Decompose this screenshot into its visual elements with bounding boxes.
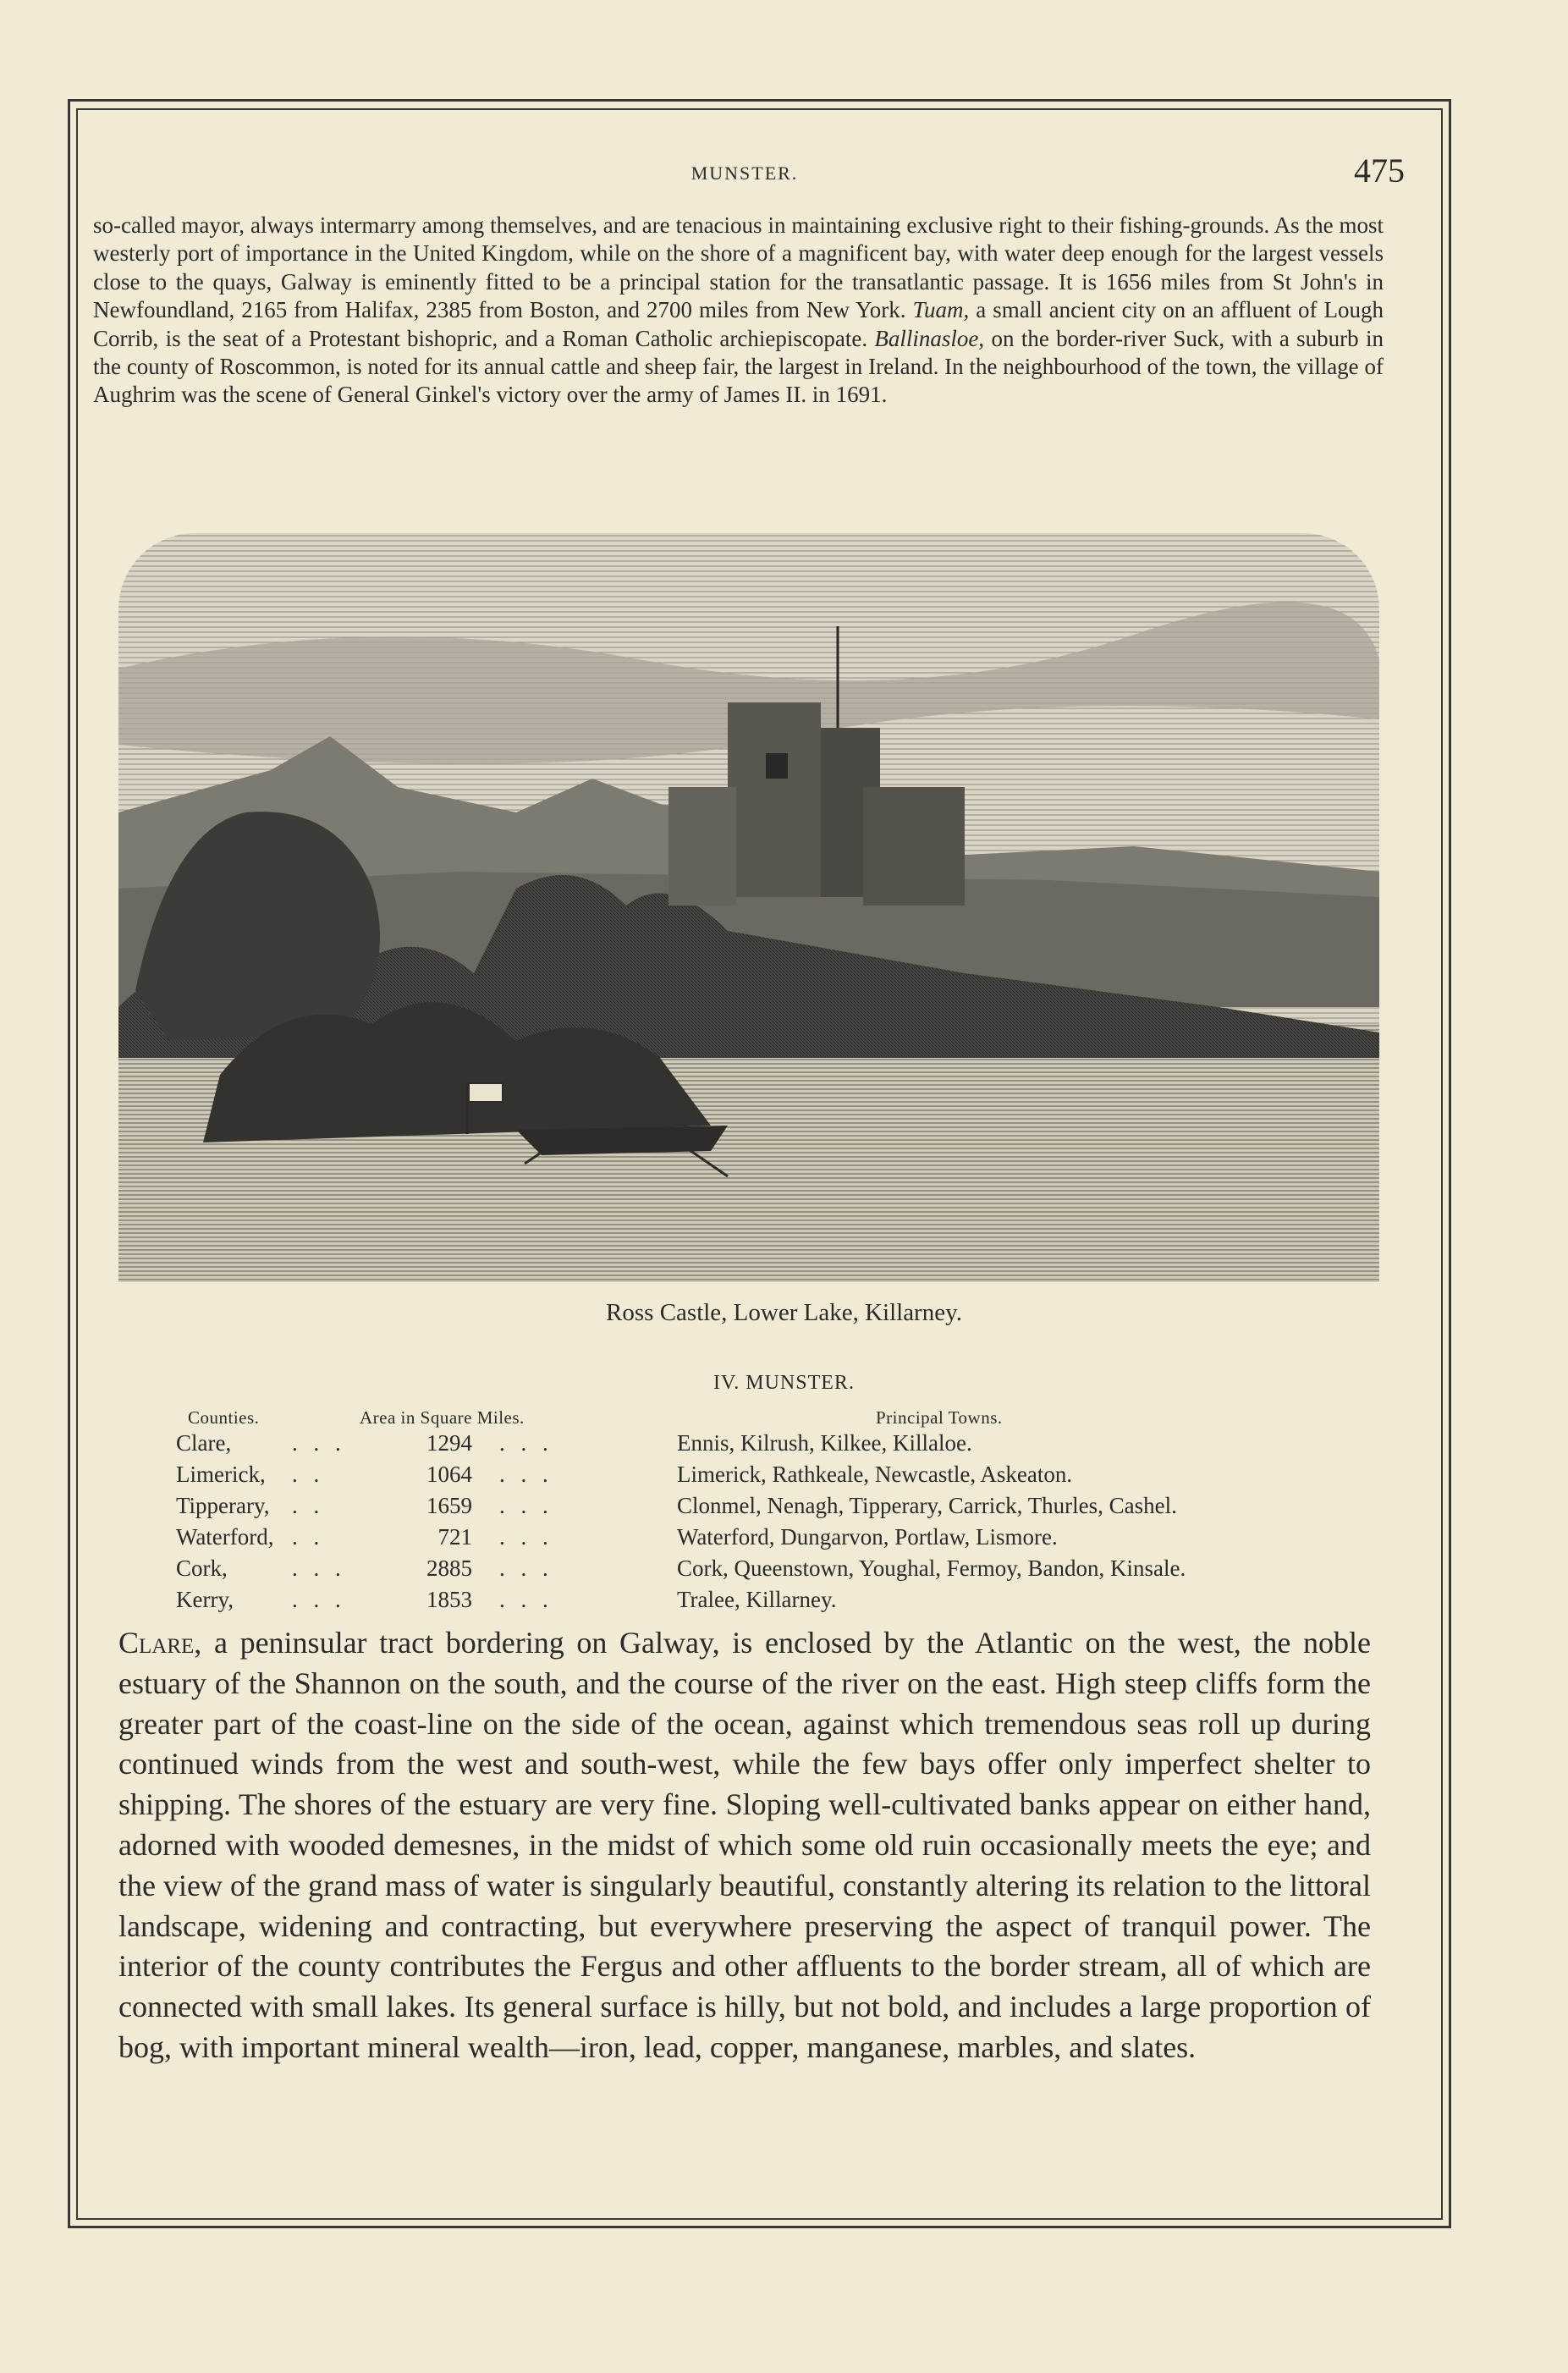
tuam-name: Tuam, — [912, 297, 970, 323]
table-row — [0, 1462, 1568, 1492]
lead-word: Clare, — [118, 1626, 202, 1660]
county-name: Kerry, — [176, 1587, 234, 1612]
frame-outer-left — [68, 99, 70, 2227]
table-row — [0, 1430, 1568, 1461]
frame-outer-bottom — [68, 2226, 1451, 2228]
frame-inner-right — [1441, 108, 1443, 2220]
intro-text-2: a small ancient city on an affluent of Lough Corrib, is the seat of a Protestant bishopric, and a Roman Catholic archiepiscopate. — [93, 297, 1384, 351]
intro-paragraph — [93, 212, 1384, 410]
illustration-caption: Ross Castle, Lower Lake, Killarney. — [606, 1299, 962, 1326]
leader-dots: . . . — [292, 1555, 346, 1581]
leader-dots: . . — [292, 1462, 325, 1487]
leader-dots: . . . — [499, 1493, 553, 1518]
leader-dots: . . . — [499, 1524, 553, 1550]
table-row — [0, 1524, 1568, 1555]
header-counties: Counties. — [188, 1407, 260, 1428]
area-value: 1853 — [426, 1587, 472, 1612]
table-row — [0, 1493, 1568, 1523]
principal-towns: Cork, Queenstown, Youghal, Fermoy, Bandon, Kinsale. — [677, 1555, 1186, 1581]
frame-inner-bottom — [76, 2218, 1443, 2220]
ballinasloe-name: Ballinasloe, — [874, 325, 985, 351]
table-row — [0, 1555, 1568, 1586]
leader-dots: . . . — [499, 1555, 553, 1581]
frame-outer-top — [68, 99, 1451, 102]
engraving-ross-castle — [118, 533, 1379, 1282]
leader-dots: . . . — [499, 1430, 553, 1456]
frame-outer-right — [1449, 99, 1451, 2227]
principal-towns: Clonmel, Nenagh, Tipperary, Carrick, Thurles, Cashel. — [677, 1493, 1177, 1518]
county-name: Limerick, — [176, 1462, 266, 1487]
clare-paragraph — [118, 1623, 1371, 2068]
leader-dots: . . . — [292, 1587, 346, 1612]
clare-text: a peninsular tract bordering on Galway, is enclosed by the Atlantic on the west, the noble estuary of the Shannon on the south, and the course of the river on the east. High steep cliffs form the greater part of the coast-line on the side of the ocean, against which tremendous seas roll up during continued winds from the west and south-west, while the few bays offer only imperfect shelter to shipping. The shores of the estuary are very fine. Sloping well-cultivated banks appear on either hand, adorned with wooded demesnes, in the midst of which some old ruin occasionally meets the eye; and the view of the grand mass of water is singularly beautiful, constantly altering its relation to the littoral landscape, widening and contracting, but everywhere preserving the aspect of tranquil power. The interior of the county contributes the Fergus and other affluents to the border stream, all of which are connected with small lakes. Its general surface is hilly, but not bold, and includes a large proportion of bog, with important mineral wealth—iron, lead, copper, manganese, marbles, and slates. — [118, 1626, 1371, 2064]
county-name: Tipperary, — [176, 1493, 270, 1518]
county-name: Cork, — [176, 1555, 228, 1581]
area-value: 721 — [437, 1524, 472, 1550]
principal-towns: Waterford, Dungarvon, Portlaw, Lismore. — [677, 1524, 1058, 1550]
intro-text-1: so-called mayor, always intermarry among themselves, and are tenacious in maintaining exclusive right to their fishing-grounds. As the most westerly port of importance in the United Kingdom, while on the shore of a magnificent bay, with water deep enough for the largest vessels close to the quays, Galway is eminently fitted to be a principal station for the transatlantic passage. It is 1656 miles from St John's in Newfoundland, 2165 from Halifax, 2385 from Boston, and 2700 miles from New York. — [93, 212, 1384, 323]
leader-dots: . . — [292, 1524, 325, 1550]
principal-towns: Tralee, Killarney. — [677, 1587, 837, 1612]
frame-inner-left — [76, 108, 78, 2220]
header-towns: Principal Towns. — [876, 1407, 1003, 1428]
principal-towns: Ennis, Kilrush, Kilkee, Killaloe. — [677, 1430, 972, 1456]
area-value: 1659 — [426, 1493, 472, 1518]
leader-dots: . . — [292, 1493, 325, 1518]
header-area: Area in Square Miles. — [360, 1407, 525, 1428]
leader-dots: . . . — [499, 1462, 553, 1487]
county-name: Waterford, — [176, 1524, 274, 1550]
area-value: 2885 — [426, 1555, 472, 1581]
engraving-drawing — [118, 533, 1379, 1282]
page-number: 475 — [1354, 151, 1405, 190]
area-value: 1294 — [426, 1430, 472, 1456]
principal-towns: Limerick, Rathkeale, Newcastle, Askeaton. — [677, 1462, 1073, 1487]
intro-text-3: on the border-river Suck, with a suburb in the county of Roscommon, is noted for its annual cattle and sheep fair, the largest in Ireland. In the neighbourhood of the town, the village of Aughrim was the scene of General Ginkel's victory over the army of James II. in 1691. — [93, 325, 1384, 408]
table-row — [0, 1587, 1568, 1617]
frame-inner-top — [76, 108, 1443, 110]
county-name: Clare, — [176, 1430, 232, 1456]
table-title: IV. MUNSTER. — [713, 1372, 855, 1394]
area-value: 1064 — [426, 1462, 472, 1487]
page-header — [93, 151, 1405, 201]
leader-dots: . . . — [292, 1430, 346, 1456]
leader-dots: . . . — [499, 1587, 553, 1612]
running-head: MUNSTER. — [690, 162, 799, 184]
